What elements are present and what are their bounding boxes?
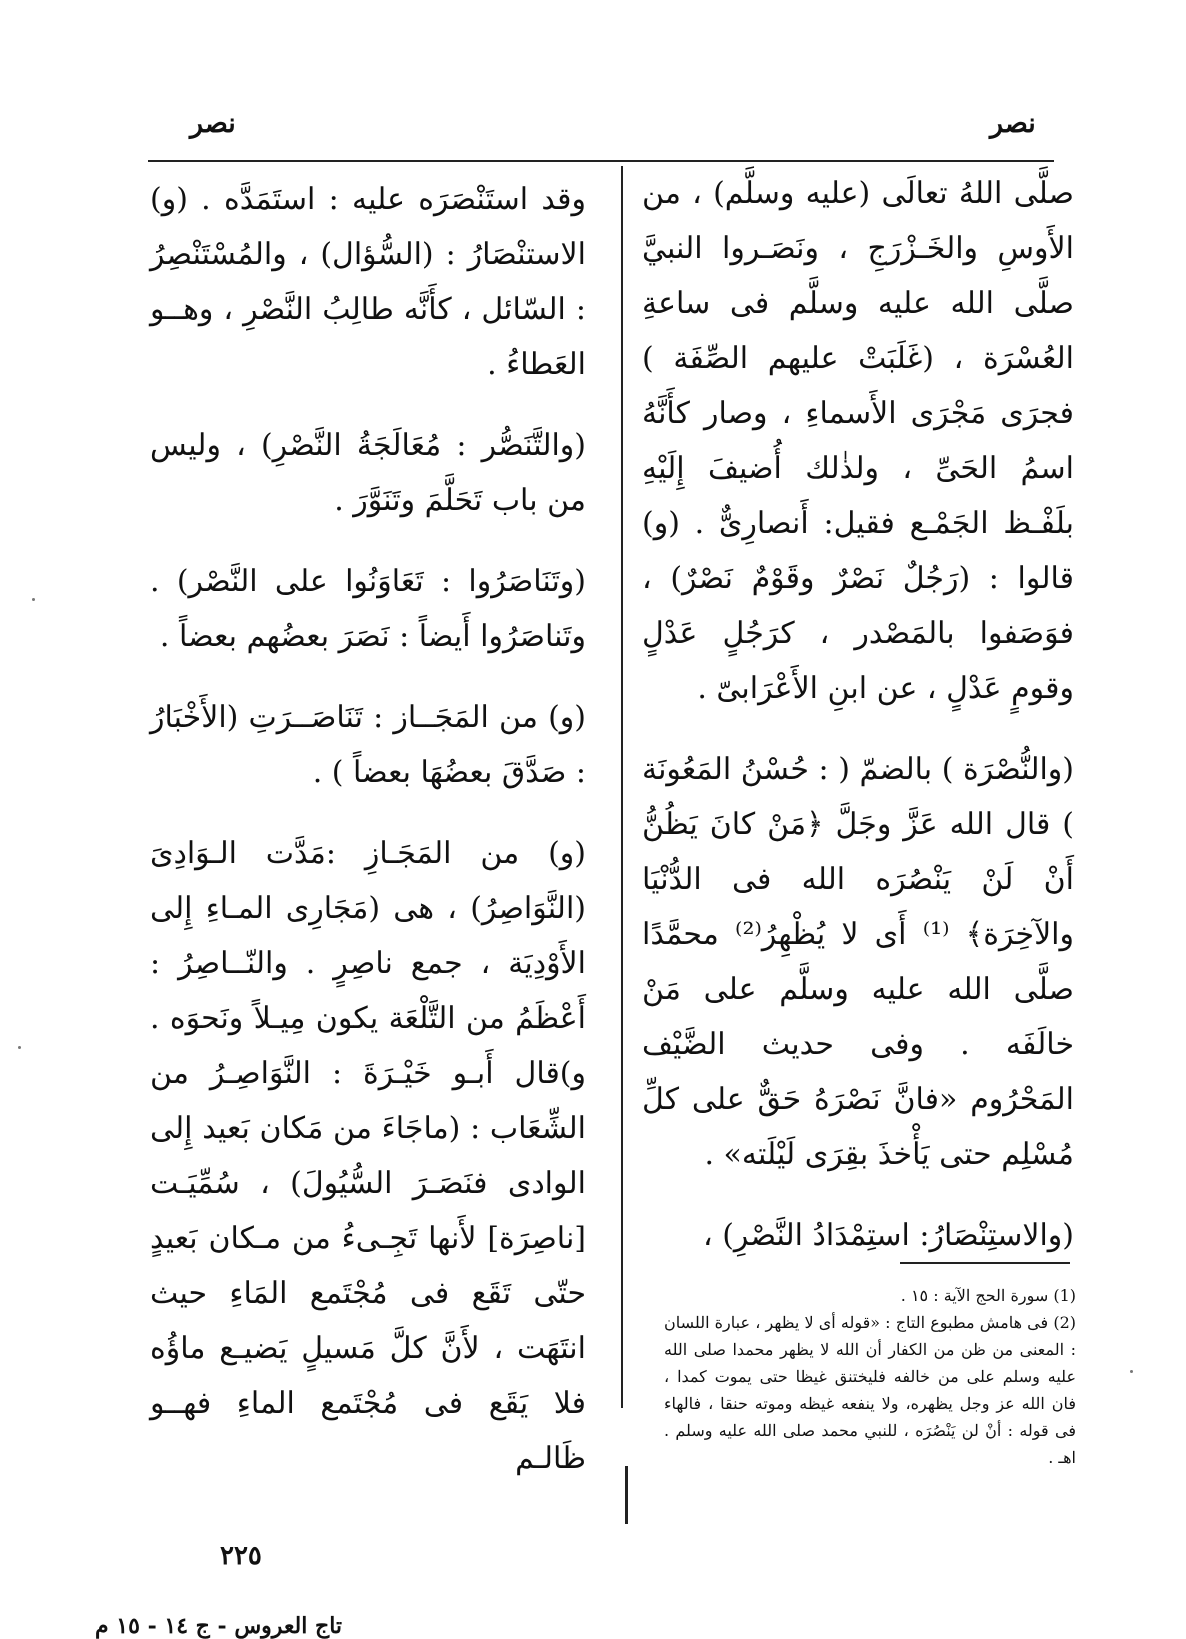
- column-divider-lower: [625, 1466, 628, 1524]
- left-paragraph-5: (و) من المَجَـازِ :مَدَّت الـوَادِىَ (النَّوَاصِرُ) ، هى (مَجَارِى المـاءِ إِلى الأَوْدِيَة ، جمع ناصِرٍ . والنّــاصِرُ : أَعْظَمُ من التَّلْعَة يكون مِيـلاً ونَحوَه . و)قال أَبـو خَيْـرَةَ : النَّوَاصِـرُ من الشِّعَاب : (ماجَاءَ من مَكان بَعيد إِلى الوادى فنَصَـرَ السُّيُولَ) ، سُمِّيَـت [ناصِرَة] لأَنها تَجِـىءُ من مـكان بَعيدٍ حتّى تَقَع فى مُجْتَمع المَاءِ حيث انتَهَت ، لأَنَّ كلَّ مَسيلٍ يَضيـع ماؤُه فلا يَقَع فى مُجْتَمع الماءِ فهــو ظَالـم: [150, 836, 586, 1476]
- footnote-1: (1) سورة الحج الآية : ١٥ .: [900, 1286, 1076, 1305]
- footnote-2: (2) فى هامش مطبوع التاج : «قوله أى لا يظهر ، عبارة اللسان : المعنى من ظن من الكفار أن الله لا يظهر محمدا صلى الله عليه وسلم على من خالفه فليختنق غيظا حتى يموت كمدا ، فان الله عز وجل يظهره، ولا ينفعه غيظه وموته حنقا ، فالهاء فى قوله : أنْ لن يَنْصُرَه ، للنبي محمد صلى الله عليه وسلم . اهـ .: [664, 1313, 1076, 1467]
- footnote-rule: [900, 1262, 1070, 1264]
- header-rule: [148, 160, 1054, 162]
- page-number: ٢٢٥: [220, 1541, 262, 1571]
- left-paragraph-2: (والتَّنَصُّر : مُعَالَجَةُ النَّصْرِ) ، وليس من باب تَحَلَّمَ وتَنَوَّرَ .: [150, 428, 586, 518]
- scan-speck: [1130, 1370, 1133, 1373]
- scan-speck: [18, 1046, 21, 1049]
- footnotes: [664, 1282, 1076, 1471]
- right-paragraph-1: صلَّى اللهُ تعالَى (عليه وسلَّم) ، من الأَوسِ والخَـزْرَجِ ، ونَصَـروا النبيَّ صلَّى الله عليه وسلَّم فى ساعةِ العُسْرَة ، (غَلَبَتْ عليهم الصِّفَة ) فجرَى مَجْرَى الأَسماءِ ، وصار كأَنَّهُ اسمُ الحَىِّ ، ولذٰلك أُضيفَ إِلَيْهِ بلَفْـظ الجَمْـع فقيل: أَنصارِىٌّ . (و) قالوا : (رَجُلٌ نَصْرٌ وقَوْمٌ نَصْرٌ) ، فوَصَفوا بالمَصْدر ، كرَجُلٍ عَدْلٍ وقومٍ عَدْلٍ ، عن ابنِ الأَعْرَابىّ .: [642, 176, 1074, 706]
- running-header-right: نصر: [990, 108, 1036, 139]
- left-column: [150, 172, 586, 1486]
- column-divider: [621, 166, 623, 1408]
- book-signature-line: تاج العروس - ج ١٤ - ١٥ م: [95, 1613, 343, 1639]
- right-paragraph-2: (والنُّصْرَة ) بالضمّ ( : حُسْنُ المَعُونَة ) قال الله عَزَّ وجَلَّ ﴿مَنْ كانَ يَظُنُّ أَنْ لَنْ يَنْصُرَه الله فى الدُّنْيَا والآخِرَة﴾ ⁽¹⁾ أَى لا يُظْهِرُ⁽²⁾ محمَّدًا صلَّى الله عليه وسلَّم على مَنْ خالَفَه . وفى حديث الضَّيْف المَحْرُوم «فانَّ نَصْرَهُ حَقٌّ على كلِّ مُسْلِم حتى يَأْخذَ بقِرَى لَيْلَته» .: [642, 752, 1075, 1172]
- left-paragraph-4: (و) من المَجَــاز : تَنَاصَــرَتِ (الأَخْبَارُ : صَدَّقَ بعضُهَا بعضاً ) .: [150, 700, 586, 790]
- running-header-left: نصر: [190, 108, 236, 139]
- left-paragraph-1: وقد استَنْصَرَه عليه : استَمَدَّه . (و) الاستنْصَارُ : (السُّؤال) ، والمُسْتَنْصِرُ : السّائل ، كأَنَّه طالِبُ النَّصْرِ ، وهــو العَطاءُ .: [150, 182, 586, 382]
- right-paragraph-3: (والاستِنْصَارُ: استِمْدَادُ النَّصْرِ) ،: [702, 1218, 1074, 1253]
- right-column: [642, 166, 1074, 1263]
- scan-speck: [32, 598, 35, 601]
- left-paragraph-3: (وتَنَاصَرُوا : تَعَاوَنُوا على النَّصْر) . وتَناصَرُوا أَيضاً : نَصَرَ بعضُهم بعضاً .: [150, 564, 586, 654]
